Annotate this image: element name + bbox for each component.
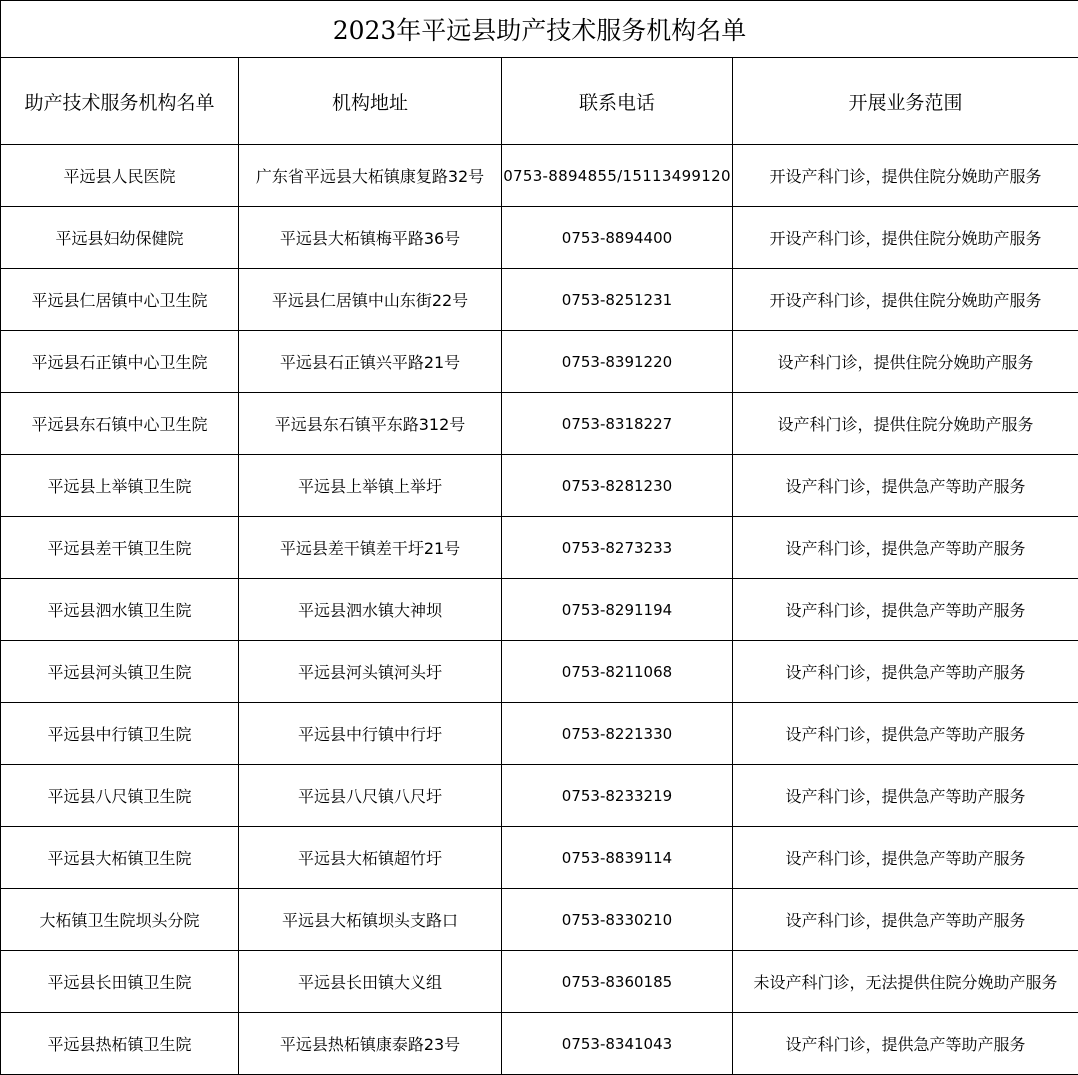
institution-name: 平远县东石镇中心卫生院 — [1, 393, 239, 455]
institution-address: 平远县石正镇兴平路21号 — [239, 331, 502, 393]
institution-phone: 0753-8251231 — [502, 269, 733, 331]
institution-phone: 0753-8341043 — [502, 1013, 733, 1075]
institution-address: 平远县八尺镇八尺圩 — [239, 765, 502, 827]
table-row — [1, 331, 1078, 393]
institution-name: 平远县中行镇卫生院 — [1, 703, 239, 765]
institution-address: 平远县泗水镇大神坝 — [239, 579, 502, 641]
header-row — [1, 58, 1078, 145]
institution-address: 平远县差干镇差干圩21号 — [239, 517, 502, 579]
table-row — [1, 145, 1078, 207]
service-scope: 设产科门诊，提供急产等助产服务 — [733, 517, 1078, 579]
institution-phone: 0753-8318227 — [502, 393, 733, 455]
service-scope: 设产科门诊，提供急产等助产服务 — [733, 765, 1078, 827]
table-row — [1, 393, 1078, 455]
institution-phone: 0753-8839114 — [502, 827, 733, 889]
institution-phone: 0753-8360185 — [502, 951, 733, 1013]
institution-phone: 0753-8894855/15113499120 — [502, 145, 733, 207]
institution-address: 平远县大柘镇坝头支路口 — [239, 889, 502, 951]
institution-phone: 0753-8211068 — [502, 641, 733, 703]
service-scope: 设产科门诊，提供急产等助产服务 — [733, 641, 1078, 703]
table-row — [1, 641, 1078, 703]
service-scope: 设产科门诊，提供急产等助产服务 — [733, 455, 1078, 517]
institution-name: 平远县河头镇卫生院 — [1, 641, 239, 703]
institution-phone: 0753-8273233 — [502, 517, 733, 579]
table-title: 2023年平远县助产技术服务机构名单 — [1, 1, 1078, 58]
table-row — [1, 517, 1078, 579]
table-row — [1, 951, 1078, 1013]
institution-address: 平远县中行镇中行圩 — [239, 703, 502, 765]
institution-address: 平远县仁居镇中山东街22号 — [239, 269, 502, 331]
table-row — [1, 765, 1078, 827]
service-scope: 设产科门诊，提供急产等助产服务 — [733, 703, 1078, 765]
institution-name: 平远县泗水镇卫生院 — [1, 579, 239, 641]
table-row — [1, 889, 1078, 951]
service-scope: 设产科门诊，提供急产等助产服务 — [733, 827, 1078, 889]
institution-name: 平远县上举镇卫生院 — [1, 455, 239, 517]
institution-phone: 0753-8281230 — [502, 455, 733, 517]
institution-name: 平远县差干镇卫生院 — [1, 517, 239, 579]
institution-name: 平远县八尺镇卫生院 — [1, 765, 239, 827]
table-row — [1, 455, 1078, 517]
institution-address: 平远县大柘镇超竹圩 — [239, 827, 502, 889]
header-address: 机构地址 — [239, 58, 502, 145]
service-scope: 设产科门诊，提供住院分娩助产服务 — [733, 331, 1078, 393]
table-row — [1, 579, 1078, 641]
institution-address: 平远县热柘镇康泰路23号 — [239, 1013, 502, 1075]
table-row — [1, 827, 1078, 889]
service-scope: 设产科门诊，提供急产等助产服务 — [733, 579, 1078, 641]
institution-address: 广东省平远县大柘镇康复路32号 — [239, 145, 502, 207]
institution-phone: 0753-8330210 — [502, 889, 733, 951]
service-scope: 未设产科门诊，无法提供住院分娩助产服务 — [733, 951, 1078, 1013]
institution-name: 平远县大柘镇卫生院 — [1, 827, 239, 889]
title-row — [1, 1, 1078, 58]
institution-address: 平远县长田镇大义组 — [239, 951, 502, 1013]
header-scope: 开展业务范围 — [733, 58, 1078, 145]
header-phone: 联系电话 — [502, 58, 733, 145]
institution-name: 大柘镇卫生院坝头分院 — [1, 889, 239, 951]
institution-name: 平远县人民医院 — [1, 145, 239, 207]
table-row — [1, 703, 1078, 765]
table-row — [1, 207, 1078, 269]
institution-phone: 0753-8894400 — [502, 207, 733, 269]
service-scope: 开设产科门诊，提供住院分娩助产服务 — [733, 207, 1078, 269]
institution-name: 平远县长田镇卫生院 — [1, 951, 239, 1013]
service-scope: 开设产科门诊，提供住院分娩助产服务 — [733, 145, 1078, 207]
institution-phone: 0753-8291194 — [502, 579, 733, 641]
table-row — [1, 269, 1078, 331]
institution-phone: 0753-8391220 — [502, 331, 733, 393]
institution-name: 平远县仁居镇中心卫生院 — [1, 269, 239, 331]
institution-phone: 0753-8221330 — [502, 703, 733, 765]
header-institution-name: 助产技术服务机构名单 — [1, 58, 239, 145]
institution-name: 平远县热柘镇卫生院 — [1, 1013, 239, 1075]
table-row — [1, 1013, 1078, 1075]
institution-phone: 0753-8233219 — [502, 765, 733, 827]
table-body — [1, 145, 1078, 1075]
institution-address: 平远县上举镇上举圩 — [239, 455, 502, 517]
institution-name: 平远县石正镇中心卫生院 — [1, 331, 239, 393]
service-scope: 设产科门诊，提供急产等助产服务 — [733, 1013, 1078, 1075]
service-scope: 设产科门诊，提供住院分娩助产服务 — [733, 393, 1078, 455]
service-scope: 设产科门诊，提供急产等助产服务 — [733, 889, 1078, 951]
institution-address: 平远县东石镇平东路312号 — [239, 393, 502, 455]
institution-address: 平远县河头镇河头圩 — [239, 641, 502, 703]
institution-address: 平远县大柘镇梅平路36号 — [239, 207, 502, 269]
institution-name: 平远县妇幼保健院 — [1, 207, 239, 269]
service-scope: 开设产科门诊，提供住院分娩助产服务 — [733, 269, 1078, 331]
